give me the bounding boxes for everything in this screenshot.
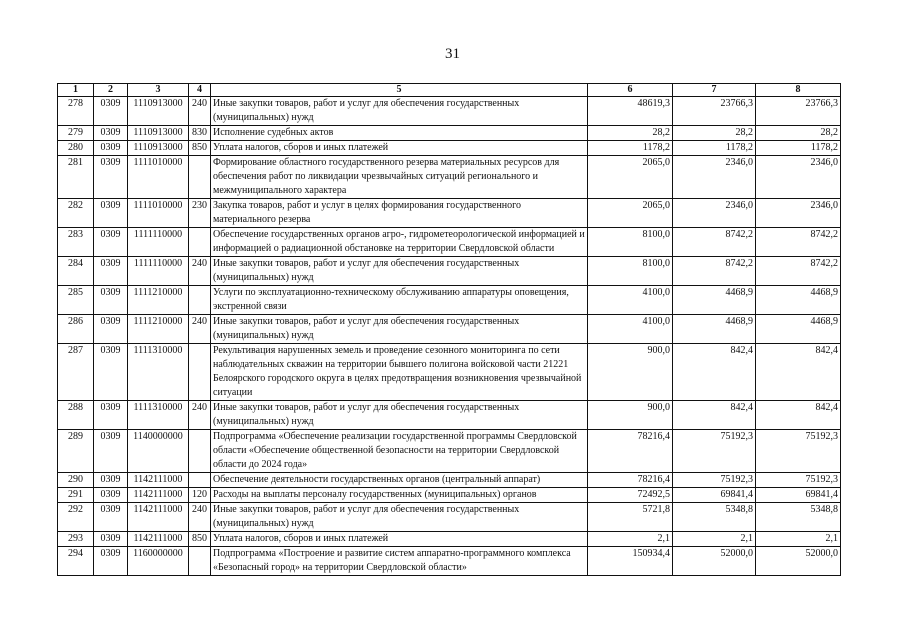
target-article-cell: 1142111000 bbox=[128, 473, 189, 488]
header-cell: 1 bbox=[58, 84, 94, 97]
target-article-cell: 1111010000 bbox=[128, 156, 189, 199]
table-row bbox=[58, 430, 841, 473]
section-code-cell: 0309 bbox=[94, 286, 128, 315]
expense-type-cell bbox=[189, 547, 211, 576]
row-number-cell: 289 bbox=[58, 430, 94, 473]
amount-col8-cell: 842,4 bbox=[756, 344, 841, 401]
row-number-cell: 290 bbox=[58, 473, 94, 488]
expense-type-cell: 830 bbox=[189, 126, 211, 141]
amount-col7-cell: 75192,3 bbox=[673, 430, 756, 473]
amount-col8-cell: 75192,3 bbox=[756, 473, 841, 488]
table-row bbox=[58, 141, 841, 156]
row-number-cell: 294 bbox=[58, 547, 94, 576]
amount-col8-cell: 4468,9 bbox=[756, 315, 841, 344]
budget-table bbox=[57, 83, 841, 576]
expense-type-cell bbox=[189, 473, 211, 488]
table-row bbox=[58, 532, 841, 547]
row-number-cell: 278 bbox=[58, 97, 94, 126]
section-code-cell: 0309 bbox=[94, 503, 128, 532]
section-code-cell: 0309 bbox=[94, 547, 128, 576]
row-number-cell: 282 bbox=[58, 199, 94, 228]
amount-col8-cell: 2346,0 bbox=[756, 199, 841, 228]
target-article-cell: 1111310000 bbox=[128, 401, 189, 430]
expense-type-cell: 240 bbox=[189, 503, 211, 532]
row-number-cell: 281 bbox=[58, 156, 94, 199]
row-name-cell: Обеспечение государственных органов агро-, гидрометеорологической информацией и информацией о радиационной обстановке на территории Свердловской области bbox=[211, 228, 588, 257]
amount-col7-cell: 8742,2 bbox=[673, 228, 756, 257]
amount-col8-cell: 75192,3 bbox=[756, 430, 841, 473]
amount-col6-cell: 78216,4 bbox=[588, 473, 673, 488]
row-name-cell: Обеспечение деятельности государственных органов (центральный аппарат) bbox=[211, 473, 588, 488]
row-number-cell: 285 bbox=[58, 286, 94, 315]
table-row bbox=[58, 315, 841, 344]
section-code-cell: 0309 bbox=[94, 199, 128, 228]
target-article-cell: 1160000000 bbox=[128, 547, 189, 576]
target-article-cell: 1111310000 bbox=[128, 344, 189, 401]
expense-type-cell: 230 bbox=[189, 199, 211, 228]
target-article-cell: 1140000000 bbox=[128, 430, 189, 473]
amount-col6-cell: 8100,0 bbox=[588, 228, 673, 257]
amount-col6-cell: 5721,8 bbox=[588, 503, 673, 532]
expense-type-cell bbox=[189, 430, 211, 473]
target-article-cell: 1111110000 bbox=[128, 257, 189, 286]
table-row bbox=[58, 547, 841, 576]
header-cell: 2 bbox=[94, 84, 128, 97]
row-number-cell: 293 bbox=[58, 532, 94, 547]
amount-col6-cell: 4100,0 bbox=[588, 315, 673, 344]
row-name-cell: Услуги по эксплуатационно-техническому обслуживанию аппаратуры оповещения, экстренной связи bbox=[211, 286, 588, 315]
table-row bbox=[58, 257, 841, 286]
target-article-cell: 1111210000 bbox=[128, 286, 189, 315]
table-row bbox=[58, 488, 841, 503]
amount-col7-cell: 8742,2 bbox=[673, 257, 756, 286]
amount-col6-cell: 900,0 bbox=[588, 344, 673, 401]
row-number-cell: 283 bbox=[58, 228, 94, 257]
row-number-cell: 286 bbox=[58, 315, 94, 344]
amount-col8-cell: 2346,0 bbox=[756, 156, 841, 199]
expense-type-cell: 850 bbox=[189, 532, 211, 547]
expense-type-cell: 850 bbox=[189, 141, 211, 156]
section-code-cell: 0309 bbox=[94, 315, 128, 344]
amount-col8-cell: 28,2 bbox=[756, 126, 841, 141]
amount-col8-cell: 842,4 bbox=[756, 401, 841, 430]
amount-col7-cell: 2346,0 bbox=[673, 199, 756, 228]
row-number-cell: 284 bbox=[58, 257, 94, 286]
section-code-cell: 0309 bbox=[94, 401, 128, 430]
expense-type-cell bbox=[189, 156, 211, 199]
header-cell: 5 bbox=[211, 84, 588, 97]
row-name-cell: Уплата налогов, сборов и иных платежей bbox=[211, 532, 588, 547]
row-number-cell: 279 bbox=[58, 126, 94, 141]
row-number-cell: 291 bbox=[58, 488, 94, 503]
header-cell: 6 bbox=[588, 84, 673, 97]
amount-col6-cell: 900,0 bbox=[588, 401, 673, 430]
amount-col8-cell: 5348,8 bbox=[756, 503, 841, 532]
row-name-cell: Рекультивация нарушенных земель и проведение сезонного мониторинга по сети наблюдательных скважин на территории бывшего полигона войсковой части 21221 Белоярского городского округа в целях предотвращения возникновения чрезвычайной ситуации bbox=[211, 344, 588, 401]
row-name-cell: Формирование областного государственного резерва материальных ресурсов для обеспечения работ по ликвидации чрезвычайных ситуаций регионального и межмуниципального характера bbox=[211, 156, 588, 199]
table-row bbox=[58, 199, 841, 228]
row-name-cell: Иные закупки товаров, работ и услуг для обеспечения государственных (муниципальных) нужд bbox=[211, 503, 588, 532]
amount-col7-cell: 75192,3 bbox=[673, 473, 756, 488]
expense-type-cell: 240 bbox=[189, 97, 211, 126]
row-name-cell: Иные закупки товаров, работ и услуг для обеспечения государственных (муниципальных) нужд bbox=[211, 257, 588, 286]
amount-col6-cell: 2065,0 bbox=[588, 156, 673, 199]
amount-col8-cell: 2,1 bbox=[756, 532, 841, 547]
amount-col7-cell: 4468,9 bbox=[673, 286, 756, 315]
amount-col7-cell: 28,2 bbox=[673, 126, 756, 141]
table-row bbox=[58, 97, 841, 126]
row-number-cell: 287 bbox=[58, 344, 94, 401]
amount-col8-cell: 23766,3 bbox=[756, 97, 841, 126]
amount-col7-cell: 52000,0 bbox=[673, 547, 756, 576]
amount-col6-cell: 72492,5 bbox=[588, 488, 673, 503]
expense-type-cell: 120 bbox=[189, 488, 211, 503]
section-code-cell: 0309 bbox=[94, 156, 128, 199]
target-article-cell: 1111210000 bbox=[128, 315, 189, 344]
amount-col6-cell: 4100,0 bbox=[588, 286, 673, 315]
row-name-cell: Закупка товаров, работ и услуг в целях формирования государственного материального резерва bbox=[211, 199, 588, 228]
amount-col6-cell: 2,1 bbox=[588, 532, 673, 547]
table-row bbox=[58, 473, 841, 488]
amount-col7-cell: 23766,3 bbox=[673, 97, 756, 126]
row-number-cell: 292 bbox=[58, 503, 94, 532]
amount-col7-cell: 842,4 bbox=[673, 344, 756, 401]
row-name-cell: Иные закупки товаров, работ и услуг для обеспечения государственных (муниципальных) нужд bbox=[211, 315, 588, 344]
section-code-cell: 0309 bbox=[94, 126, 128, 141]
row-name-cell: Иные закупки товаров, работ и услуг для обеспечения государственных (муниципальных) нужд bbox=[211, 97, 588, 126]
row-number-cell: 288 bbox=[58, 401, 94, 430]
amount-col8-cell: 8742,2 bbox=[756, 228, 841, 257]
row-name-cell: Уплата налогов, сборов и иных платежей bbox=[211, 141, 588, 156]
table-header-row bbox=[58, 84, 841, 97]
target-article-cell: 1142111000 bbox=[128, 488, 189, 503]
amount-col7-cell: 1178,2 bbox=[673, 141, 756, 156]
section-code-cell: 0309 bbox=[94, 97, 128, 126]
amount-col7-cell: 842,4 bbox=[673, 401, 756, 430]
row-name-cell: Подпрограмма «Обеспечение реализации государственной программы Свердловской области «Обеспечение общественной безопасности на территории Свердловской области до 2024 года» bbox=[211, 430, 588, 473]
amount-col6-cell: 150934,4 bbox=[588, 547, 673, 576]
section-code-cell: 0309 bbox=[94, 488, 128, 503]
row-name-cell: Исполнение судебных актов bbox=[211, 126, 588, 141]
amount-col8-cell: 1178,2 bbox=[756, 141, 841, 156]
table-row bbox=[58, 228, 841, 257]
amount-col8-cell: 69841,4 bbox=[756, 488, 841, 503]
target-article-cell: 1110913000 bbox=[128, 97, 189, 126]
row-number-cell: 280 bbox=[58, 141, 94, 156]
target-article-cell: 1142111000 bbox=[128, 532, 189, 547]
page-number: 31 bbox=[445, 46, 460, 62]
amount-col6-cell: 2065,0 bbox=[588, 199, 673, 228]
amount-col6-cell: 8100,0 bbox=[588, 257, 673, 286]
row-name-cell: Расходы на выплаты персоналу государственных (муниципальных) органов bbox=[211, 488, 588, 503]
amount-col7-cell: 5348,8 bbox=[673, 503, 756, 532]
expense-type-cell bbox=[189, 344, 211, 401]
expense-type-cell: 240 bbox=[189, 315, 211, 344]
header-cell: 7 bbox=[673, 84, 756, 97]
section-code-cell: 0309 bbox=[94, 473, 128, 488]
target-article-cell: 1142111000 bbox=[128, 503, 189, 532]
header-cell: 4 bbox=[189, 84, 211, 97]
section-code-cell: 0309 bbox=[94, 228, 128, 257]
table-row bbox=[58, 126, 841, 141]
section-code-cell: 0309 bbox=[94, 532, 128, 547]
expense-type-cell: 240 bbox=[189, 257, 211, 286]
expense-type-cell bbox=[189, 286, 211, 315]
target-article-cell: 1110913000 bbox=[128, 141, 189, 156]
amount-col7-cell: 2346,0 bbox=[673, 156, 756, 199]
table-row bbox=[58, 156, 841, 199]
table-row bbox=[58, 286, 841, 315]
amount-col6-cell: 1178,2 bbox=[588, 141, 673, 156]
target-article-cell: 1111010000 bbox=[128, 199, 189, 228]
expense-type-cell bbox=[189, 228, 211, 257]
target-article-cell: 1110913000 bbox=[128, 126, 189, 141]
section-code-cell: 0309 bbox=[94, 257, 128, 286]
row-name-cell: Подпрограмма «Построение и развитие систем аппаратно-программного комплекса «Безопасный город» на территории Свердловской области» bbox=[211, 547, 588, 576]
expense-type-cell: 240 bbox=[189, 401, 211, 430]
section-code-cell: 0309 bbox=[94, 141, 128, 156]
amount-col8-cell: 4468,9 bbox=[756, 286, 841, 315]
amount-col6-cell: 28,2 bbox=[588, 126, 673, 141]
table-row bbox=[58, 344, 841, 401]
amount-col7-cell: 4468,9 bbox=[673, 315, 756, 344]
header-cell: 8 bbox=[756, 84, 841, 97]
header-cell: 3 bbox=[128, 84, 189, 97]
amount-col8-cell: 52000,0 bbox=[756, 547, 841, 576]
amount-col6-cell: 78216,4 bbox=[588, 430, 673, 473]
amount-col7-cell: 69841,4 bbox=[673, 488, 756, 503]
target-article-cell: 1111110000 bbox=[128, 228, 189, 257]
amount-col7-cell: 2,1 bbox=[673, 532, 756, 547]
amount-col6-cell: 48619,3 bbox=[588, 97, 673, 126]
section-code-cell: 0309 bbox=[94, 430, 128, 473]
table-row bbox=[58, 401, 841, 430]
table-row bbox=[58, 503, 841, 532]
section-code-cell: 0309 bbox=[94, 344, 128, 401]
amount-col8-cell: 8742,2 bbox=[756, 257, 841, 286]
row-name-cell: Иные закупки товаров, работ и услуг для обеспечения государственных (муниципальных) нужд bbox=[211, 401, 588, 430]
